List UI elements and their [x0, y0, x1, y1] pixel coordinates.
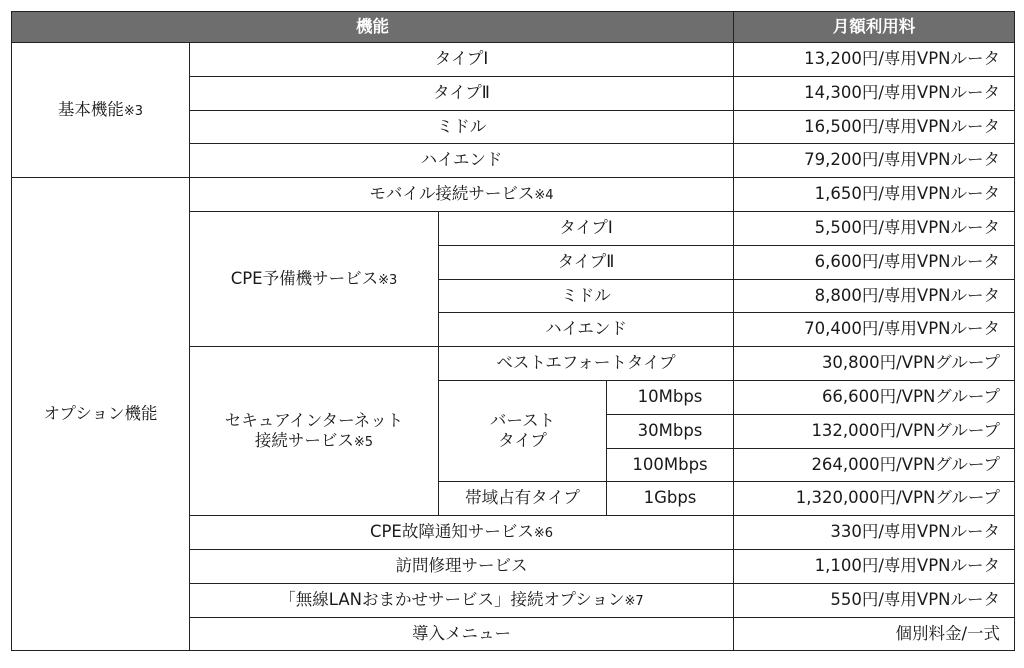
burst-10mbps-price: 66,600円/VPNグループ — [734, 380, 1015, 414]
basic-feature-label-text: 基本機能 — [57, 99, 124, 119]
burst-30mbps-speed: 30Mbps — [607, 414, 734, 448]
secure-internet-note: ※5 — [353, 435, 374, 451]
table-row — [12, 43, 1015, 77]
cpe-fault-name-text: CPE故障通知サービス — [369, 522, 534, 542]
cpe-spare-type2-price: 6,600円/専用VPNルータ — [734, 245, 1015, 279]
burst-type-label-line1: バースト — [489, 410, 556, 430]
best-effort-name: ベストエフォートタイプ — [439, 347, 734, 381]
dedicated-bandwidth-speed: 1Gbps — [607, 482, 734, 516]
basic-feature-note: ※3 — [123, 103, 144, 119]
pricing-table-container — [11, 11, 1014, 651]
secure-internet-label-line1: セキュアインターネット — [224, 410, 404, 430]
mobile-service-price: 1,650円/専用VPNルータ — [734, 178, 1015, 212]
basic-middle-name: ミドル — [190, 110, 734, 144]
dedicated-bandwidth-name: 帯域占有タイプ — [439, 482, 607, 516]
secure-internet-label-line2-wrap — [190, 431, 438, 452]
wireless-lan-option-name — [190, 583, 734, 617]
burst-30mbps-price: 132,000円/VPNグループ — [734, 414, 1015, 448]
basic-highend-price: 79,200円/専用VPNルータ — [734, 144, 1015, 178]
table-row — [12, 178, 1015, 212]
pricing-table — [11, 11, 1015, 651]
cpe-fault-price: 330円/専用VPNルータ — [734, 516, 1015, 550]
burst-100mbps-speed: 100Mbps — [607, 448, 734, 482]
burst-type-label-line2: タイプ — [498, 431, 547, 451]
wireless-lan-option-price: 550円/専用VPNルータ — [734, 583, 1015, 617]
secure-internet-label — [190, 347, 439, 516]
basic-highend-name: ハイエンド — [190, 144, 734, 178]
wireless-lan-option-name-text: 「無線LANおまかせサービス」接続オプション — [279, 589, 625, 609]
visit-repair-name: 訪問修理サービス — [190, 549, 734, 583]
header-monthly-fee: 月額利用料 — [734, 12, 1015, 43]
basic-type2-price: 14,300円/専用VPNルータ — [734, 76, 1015, 110]
header-feature: 機能 — [12, 12, 734, 43]
cpe-spare-highend-name: ハイエンド — [439, 313, 734, 347]
basic-type2-name: タイプⅡ — [190, 76, 734, 110]
cpe-spare-type1-name: タイプⅠ — [439, 211, 734, 245]
best-effort-price: 30,800円/VPNグループ — [734, 347, 1015, 381]
cpe-spare-note: ※3 — [378, 272, 398, 288]
basic-feature-label — [12, 43, 190, 178]
dedicated-bandwidth-price: 1,320,000円/VPNグループ — [734, 482, 1015, 516]
cpe-fault-note: ※6 — [533, 526, 554, 542]
mobile-service-note: ※4 — [534, 188, 554, 204]
cpe-spare-middle-name: ミドル — [439, 279, 734, 313]
burst-100mbps-price: 264,000円/VPNグループ — [734, 448, 1015, 482]
cpe-spare-label — [190, 211, 439, 346]
burst-type-label — [439, 380, 607, 481]
mobile-service-name-text: モバイル接続サービス — [369, 184, 535, 204]
basic-type1-price: 13,200円/専用VPNルータ — [734, 43, 1015, 77]
basic-middle-price: 16,500円/専用VPNルータ — [734, 110, 1015, 144]
cpe-spare-label-text: CPE予備機サービス — [230, 268, 379, 288]
cpe-spare-highend-price: 70,400円/専用VPNルータ — [734, 313, 1015, 347]
visit-repair-price: 1,100円/専用VPNルータ — [734, 549, 1015, 583]
intro-menu-name: 導入メニュー — [190, 617, 734, 651]
table-header-row — [12, 12, 1015, 43]
cpe-spare-type2-name: タイプⅡ — [439, 245, 734, 279]
cpe-fault-name — [190, 516, 734, 550]
option-feature-label: オプション機能 — [12, 178, 190, 651]
wireless-lan-option-note: ※7 — [624, 593, 644, 609]
cpe-spare-middle-price: 8,800円/専用VPNルータ — [734, 279, 1015, 313]
burst-10mbps-speed: 10Mbps — [607, 380, 734, 414]
secure-internet-label-line2: 接続サービス — [254, 431, 354, 451]
intro-menu-price: 個別料金/一式 — [734, 617, 1015, 651]
cpe-spare-type1-price: 5,500円/専用VPNルータ — [734, 211, 1015, 245]
mobile-service-name — [190, 178, 734, 212]
basic-type1-name: タイプⅠ — [190, 43, 734, 77]
